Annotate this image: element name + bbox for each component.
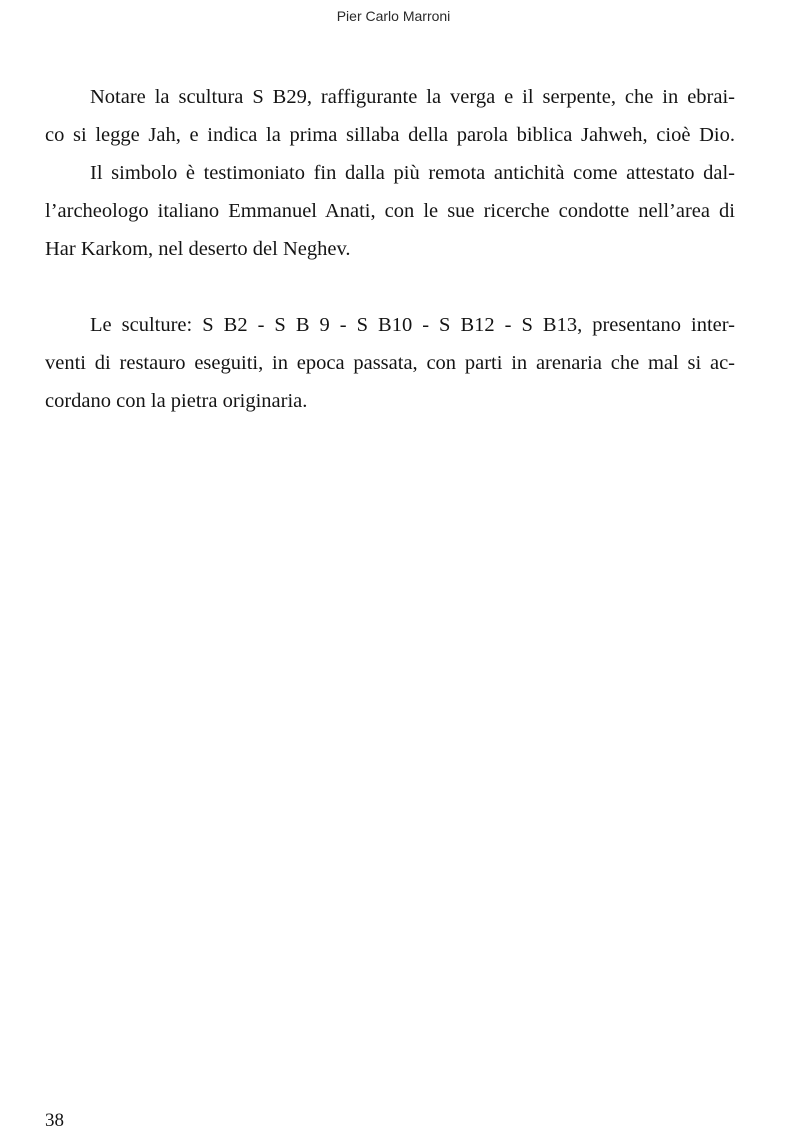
text-line: Le sculture: S B2 - S B 9 - S B10 - S B12 - S B13, presentano inter- [90, 314, 735, 336]
paragraph [45, 78, 735, 154]
page-number: 38 [45, 1110, 64, 1131]
text-line: Har Karkom, nel deserto del Neghev. [45, 238, 351, 260]
text-line: co si legge Jah, e indica la prima sillaba della parola biblica Jahweh, cioè Dio. [45, 124, 735, 146]
text-line: venti di restauro eseguiti, in epoca passata, con parti in arenaria che mal si ac- [45, 352, 735, 374]
text-line: Il simbolo è testimoniato fin dalla più remota antichità come attestato dal- [90, 162, 735, 184]
running-header: Pier Carlo Marroni [336, 8, 451, 24]
paragraph-gap [45, 268, 735, 306]
text-line: cordano con la pietra originaria. [45, 390, 308, 412]
text-line: l’archeologo italiano Emmanuel Anati, con le sue ricerche condotte nell’area di [45, 200, 735, 222]
paragraph [45, 306, 735, 420]
text-line: Notare la scultura S B29, raffigurante la verga e il serpente, che in ebrai- [90, 86, 735, 108]
body-text [45, 78, 735, 420]
paragraph [45, 154, 735, 268]
